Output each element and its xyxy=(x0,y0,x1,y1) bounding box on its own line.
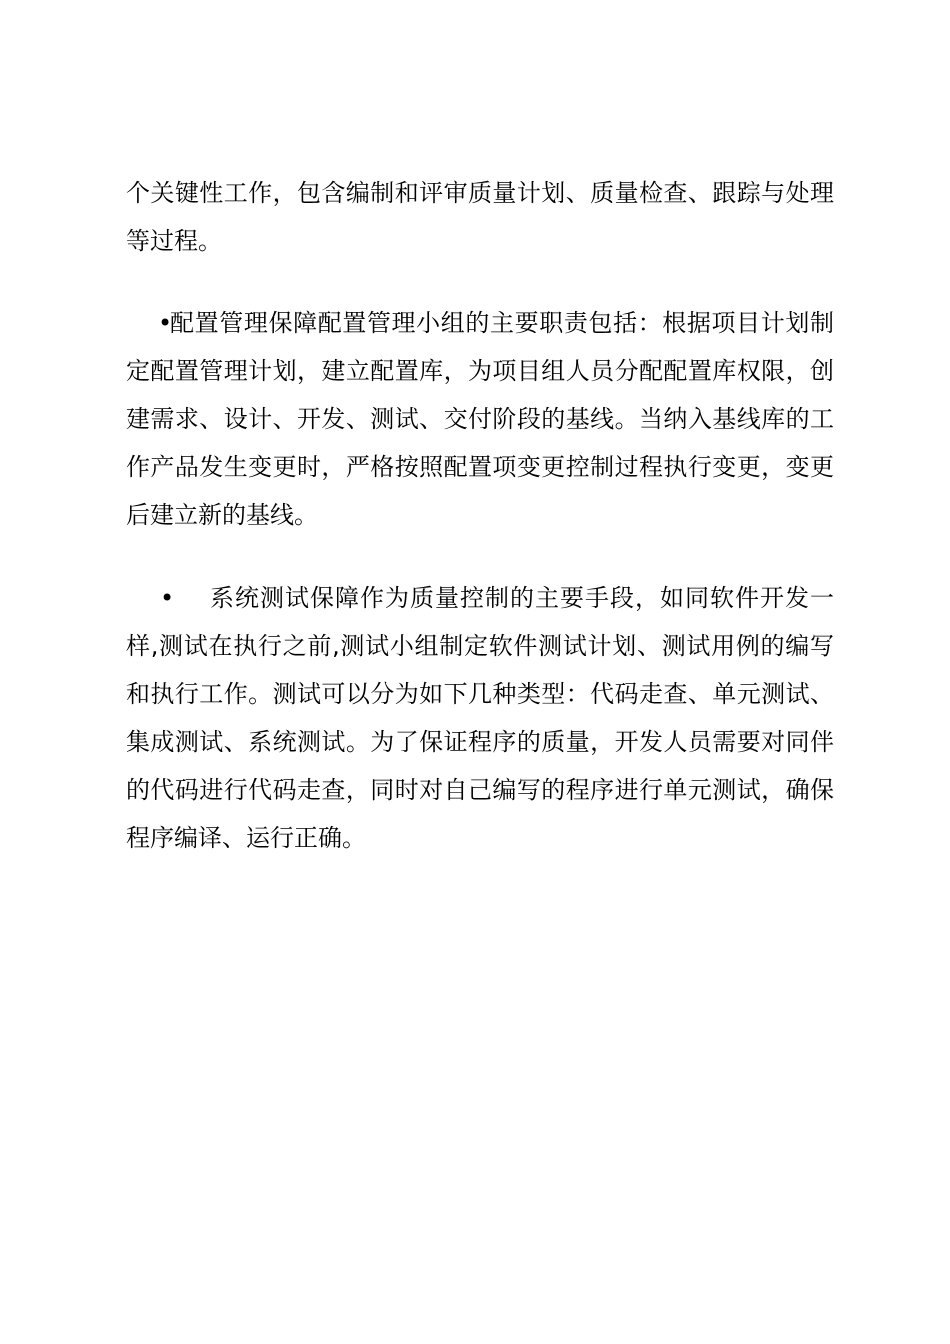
paragraph-3-line-1: 系统测试保障作为质量控制的主要手段，如同软件开发一 xyxy=(210,584,834,612)
paragraph-3-line-4: 集成测试、系统测试。为了保证程序的质量，开发人员需要对同伴 xyxy=(126,728,834,756)
paragraph-2-line-5: 后建立新的基线。 xyxy=(126,501,318,529)
paragraph-3-line-3: 和执行工作。测试可以分为如下几种类型：代码走查、单元测试、 xyxy=(126,680,834,708)
paragraph-3-line-5: 的代码进行代码走查，同时对自己编写的程序进行单元测试，确保 xyxy=(126,776,834,804)
paragraph-2-line-3: 建需求、设计、开发、测试、交付阶段的基线。当纳入基线库的工 xyxy=(126,405,834,433)
paragraph-3-bullet: • xyxy=(160,584,175,612)
paragraph-2-line-2: 定配置管理计划，建立配置库，为项目组人员分配配置库权限，创 xyxy=(126,357,834,385)
paragraph-1-line-1: 个关键性工作，包含编制和评审质量计划、质量检查、跟踪与处理 xyxy=(126,179,834,207)
paragraph-2-bullet: • xyxy=(158,309,173,337)
paragraph-3-line-2: 样,测试在执行之前,测试小组制定软件测试计划、测试用例的编写 xyxy=(126,632,834,660)
paragraph-2-line-4: 作产品发生变更时，严格按照配置项变更控制过程执行变更，变更 xyxy=(126,453,834,481)
paragraph-2-line-1: 配置管理保障配置管理小组的主要职责包括：根据项目计划制 xyxy=(170,309,834,337)
paragraph-1-line-2: 等过程。 xyxy=(126,227,222,255)
paragraph-3-line-6: 程序编译、运行正确。 xyxy=(126,824,366,852)
